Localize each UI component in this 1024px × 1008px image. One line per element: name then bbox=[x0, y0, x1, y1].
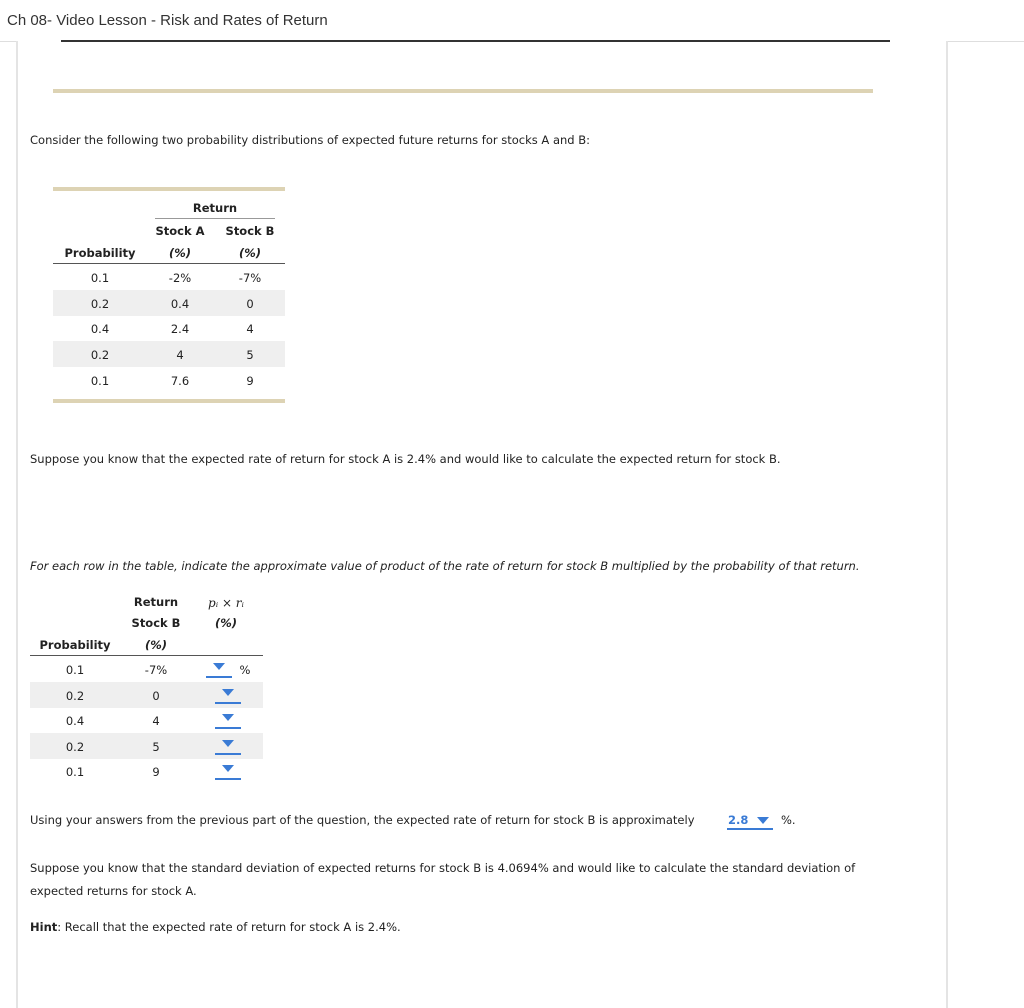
hint-body: : Recall that the expected rate of return for stock A is 2.4%. bbox=[57, 920, 401, 934]
return-group-header: Return bbox=[192, 201, 238, 215]
percent-suffix: %. bbox=[781, 813, 796, 827]
cell-stock-b: -7% bbox=[238, 271, 262, 285]
cell-stock-b: 4 bbox=[152, 714, 160, 728]
cell-stock-b: 9 bbox=[152, 765, 160, 779]
table-top-rule bbox=[53, 187, 285, 191]
instruction-text: For each row in the table, indicate the approximate value of product of the rate of return for stock B multiplied by the probability of that return. bbox=[30, 559, 860, 573]
table-bottom-rule bbox=[53, 399, 285, 403]
cell-stock-b: 0 bbox=[246, 297, 254, 311]
expected-return-b-dropdown[interactable] bbox=[727, 812, 773, 830]
suppose-expected-a-text: Suppose you know that the expected rate of return for stock A is 2.4% and would like to calculate the expected return for stock B. bbox=[30, 452, 781, 466]
suppose-std-dev-line2: expected returns for stock A. bbox=[30, 884, 197, 898]
cell-probability: 0.4 bbox=[65, 714, 85, 728]
product-dropdown[interactable] bbox=[215, 762, 241, 780]
hint-text bbox=[30, 920, 401, 934]
col-probability: Probability bbox=[64, 246, 136, 260]
percent-sign: % bbox=[239, 663, 251, 677]
col-return: Return bbox=[133, 595, 179, 609]
cell-probability: 0.1 bbox=[90, 374, 110, 388]
chevron-down-icon bbox=[222, 765, 234, 772]
cell-probability: 0.2 bbox=[65, 740, 85, 754]
cell-probability: 0.4 bbox=[90, 322, 110, 336]
cell-probability: 0.1 bbox=[65, 663, 85, 677]
hint-label: Hint bbox=[30, 920, 58, 934]
cell-probability: 0.1 bbox=[65, 765, 85, 779]
chevron-down-icon bbox=[213, 663, 225, 670]
group-header-rule bbox=[155, 218, 275, 219]
product-dropdown[interactable] bbox=[215, 686, 241, 704]
selected-value: 2.8 bbox=[728, 813, 749, 827]
cell-stock-a: 0.4 bbox=[170, 297, 190, 311]
cell-stock-b: 0 bbox=[152, 689, 160, 703]
intro-text: Consider the following two probability distributions of expected future returns for stocks A and B: bbox=[30, 133, 591, 147]
col-stock-b: Stock B bbox=[225, 224, 275, 238]
cell-stock-b: -7% bbox=[144, 663, 168, 677]
window-title: Ch 08- Video Lesson - Risk and Rates of Return bbox=[7, 12, 328, 29]
col-stock-b-unit: (%) bbox=[144, 638, 168, 652]
window-titlebar bbox=[0, 0, 1024, 42]
expected-return-b-text: Using your answers from the previous part of the question, the expected rate of return for stock B is approximately bbox=[30, 813, 695, 827]
cell-stock-a: 2.4 bbox=[170, 322, 190, 336]
product-dropdown[interactable] bbox=[215, 711, 241, 729]
cell-probability: 0.2 bbox=[65, 689, 85, 703]
chevron-down-icon bbox=[222, 689, 234, 696]
cell-probability: 0.2 bbox=[90, 297, 110, 311]
header-rule bbox=[30, 655, 263, 656]
suppose-std-dev-line1: Suppose you know that the standard deviation of expected returns for stock B is 4.0694% and would like to calculate the standard deviation of bbox=[30, 861, 856, 875]
cell-probability: 0.2 bbox=[90, 348, 110, 362]
cell-stock-b: 9 bbox=[246, 374, 254, 388]
col-probability: Probability bbox=[39, 638, 111, 652]
col-formula-unit: (%) bbox=[214, 616, 238, 630]
product-dropdown[interactable] bbox=[206, 660, 232, 678]
col-formula: pᵢ × rᵢ bbox=[208, 596, 244, 610]
section-divider bbox=[53, 89, 873, 93]
chevron-down-icon bbox=[757, 817, 769, 824]
chevron-down-icon bbox=[222, 740, 234, 747]
cell-stock-a: 7.6 bbox=[170, 374, 190, 388]
cell-stock-b: 5 bbox=[152, 740, 160, 754]
top-divider bbox=[61, 40, 890, 42]
cell-stock-b: 5 bbox=[246, 348, 254, 362]
product-dropdown[interactable] bbox=[215, 737, 241, 755]
col-stock-a-unit: (%) bbox=[168, 246, 192, 260]
chevron-down-icon bbox=[222, 714, 234, 721]
col-stock-b-unit: (%) bbox=[238, 246, 262, 260]
col-stock-a: Stock A bbox=[155, 224, 205, 238]
cell-stock-a: -2% bbox=[168, 271, 192, 285]
cell-stock-a: 4 bbox=[176, 348, 184, 362]
cell-probability: 0.1 bbox=[90, 271, 110, 285]
col-stock-b: Stock B bbox=[131, 616, 181, 630]
header-rule bbox=[53, 263, 285, 264]
cell-stock-b: 4 bbox=[246, 322, 254, 336]
